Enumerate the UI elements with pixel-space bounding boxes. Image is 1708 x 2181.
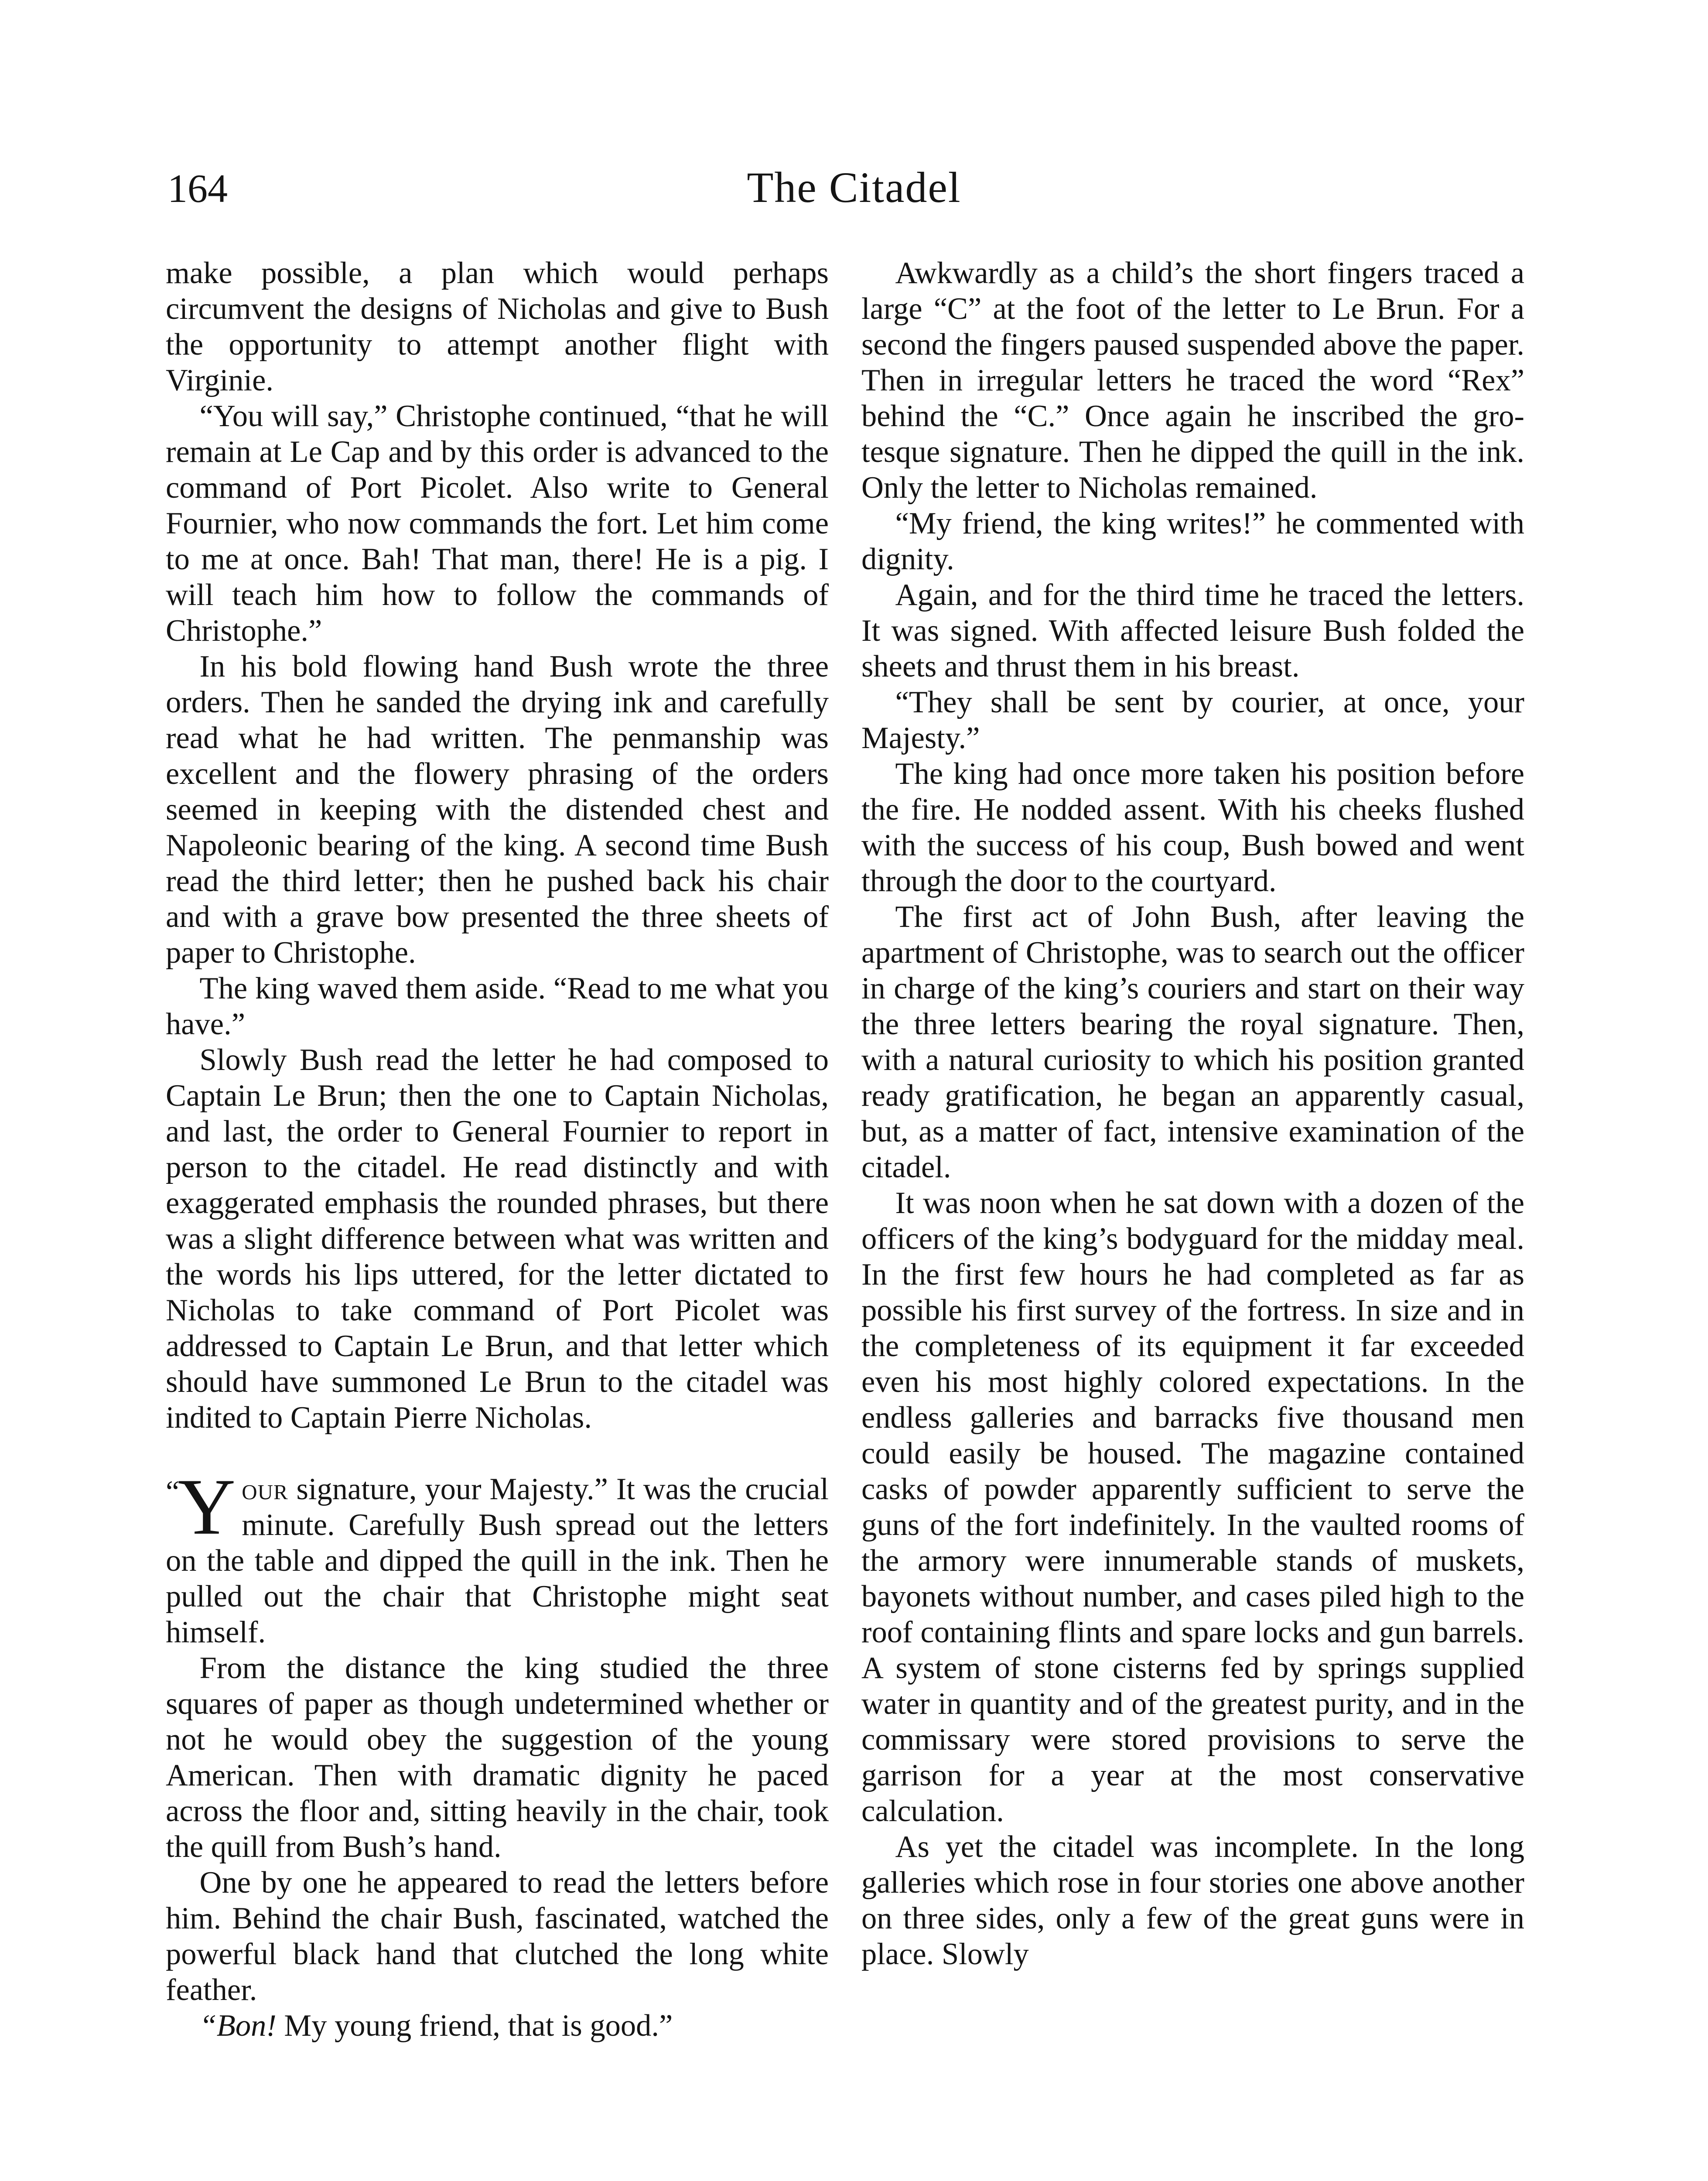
drop-cap [166,1462,236,1551]
paragraph: It was noon when he sat down with a dozen of the officers of the king’s bodyguard for the midday meal. In the first few hours he had completed as far as possible his first survey of the fortress. In size and in the completeness of its equipment it far exceeded even his most highly colored expectations. In the endless galleries and barracks five thousand men could easily be housed. The magazine contained casks of powder apparently sufficient to serve the guns of the fort indefinitely. In the vaulted rooms of the armory were innumerable stands of muskets, bayonets without number, and cases piled high to the roof containing flints and spare locks and gun barrels. A system of stone cisterns fed by springs supplied water in quantity and of the greatest purity, and in the commissary were stored provisions to serve the garrison for a year at the most conservative calculation. [861,1186,1524,1828]
paragraph: “They shall be sent by courier, at once, your Majesty.” [861,685,1524,755]
paragraph: In his bold flowing hand Bush wrote the three orders. Then he sanded the drying ink and carefully read what he had written. The penmanship was excellent and the flowery phrasing of the orders seemed in keeping with the distended chest and Napoleonic bearing of the king. A second time Bush read the third letter; then he pushed back his chair and with a grave bow presented the three sheets of paper to Christophe. [166,650,829,970]
drop-cap-quote: “ [166,1475,180,1509]
paragraph: One by one he appeared to read the letters before him. Behind the chair Bush, fascinated, watched the powerful black hand that clutched the long white feather. [166,1866,829,2007]
paragraph-text: signature, your Majesty.” It was the crucial minute. Carefully Bush spread out the letters on the table and dipped the quill in the ink. Then he pulled out the chair that Christophe might seat himself. [166,1472,829,1649]
page-number: 164 [167,166,228,211]
paragraph: The first act of John Bush, after leaving the apartment of Christophe, was to search out the officer in charge of the king’s couriers and start on their way the three letters bearing the royal signature. Then, with a natural curiosity to which his position granted ready gratification, he began an apparently casual, but, as a matter of fact, intensive examination of the citadel. [861,900,1524,1184]
paragraph: From the distance the king studied the three squares of paper as though undetermined whether or not he would obey the suggestion of the young American. Then with dramatic dignity he paced across the floor and, sitting heavily in the chair, took the quill from Bush’s hand. [166,1651,829,1864]
paragraph: “My friend, the king writes!” he commented with dignity. [861,506,1524,576]
left-column [166,255,829,2044]
section-opening-paragraph [166,1462,829,1650]
drop-cap-letter: Y [178,1462,236,1551]
paragraph: As yet the citadel was incomplete. In the long galleries which rose in four stories one above another on three sides, only a few of the great guns were in place. Slowly [861,1830,1524,1971]
paragraph: The king had once more taken his position before the fire. He nodded assent. With his cheeks flushed with the success of his coup, Bush bowed and went through the door to the courtyard. [861,757,1524,898]
paragraph [166,2008,829,2044]
paragraph: Again, and for the third time he traced the letters. It was signed. With affected leisure Bush folded the sheets and thrust them in his breast. [861,578,1524,684]
paragraph: The king waved them aside. “Read to me what you have.” [166,971,829,1041]
paragraph-text: My young friend, that is good.” [276,2009,673,2043]
paragraph: “You will say,” Christophe continued, “that he will remain at Le Cap and by this order is advanced to the command of Port Picolet. Also write to General Fournier, who now commands the fort. Let him come to me at once. Bah! That man, there! He is a pig. I will teach him how to follow the commands of Christophe.” [166,399,829,648]
right-column [861,255,1524,1972]
paragraph: make possible, a plan which would perhaps circumvent the designs of Nicholas and give to Bush the opportunity to attempt another flight with Virginie. [166,256,829,397]
italic-word: “Bon! [199,2009,277,2043]
small-caps-word: our [242,1472,288,1506]
paragraph: Slowly Bush read the letter he had composed to Captain Le Brun; then the one to Captain Nicholas, and last, the order to General Fournier to report in person to the citadel. He read distinctly and with exaggerated emphasis the rounded phrases, but there was a slight difference between what was written and the words his lips uttered, for the letter dictated to Nicholas to take command of Port Picolet was addressed to Captain Le Brun, and that letter which should have summoned Le Brun to the citadel was indited to Captain Pierre Nicholas. [166,1043,829,1435]
running-title: The Citadel [747,163,961,212]
paragraph: Awkwardly as a child’s the short fingers traced a large “C” at the foot of the letter to Le Brun. For a second the fingers paused suspended above the paper. Then in irregular letters he traced the word “Rex” behind the “C.” Once again he inscribed the grotesque signature. Then he dipped the quill in the ink. Only the letter to Nicholas remained. [861,256,1524,505]
